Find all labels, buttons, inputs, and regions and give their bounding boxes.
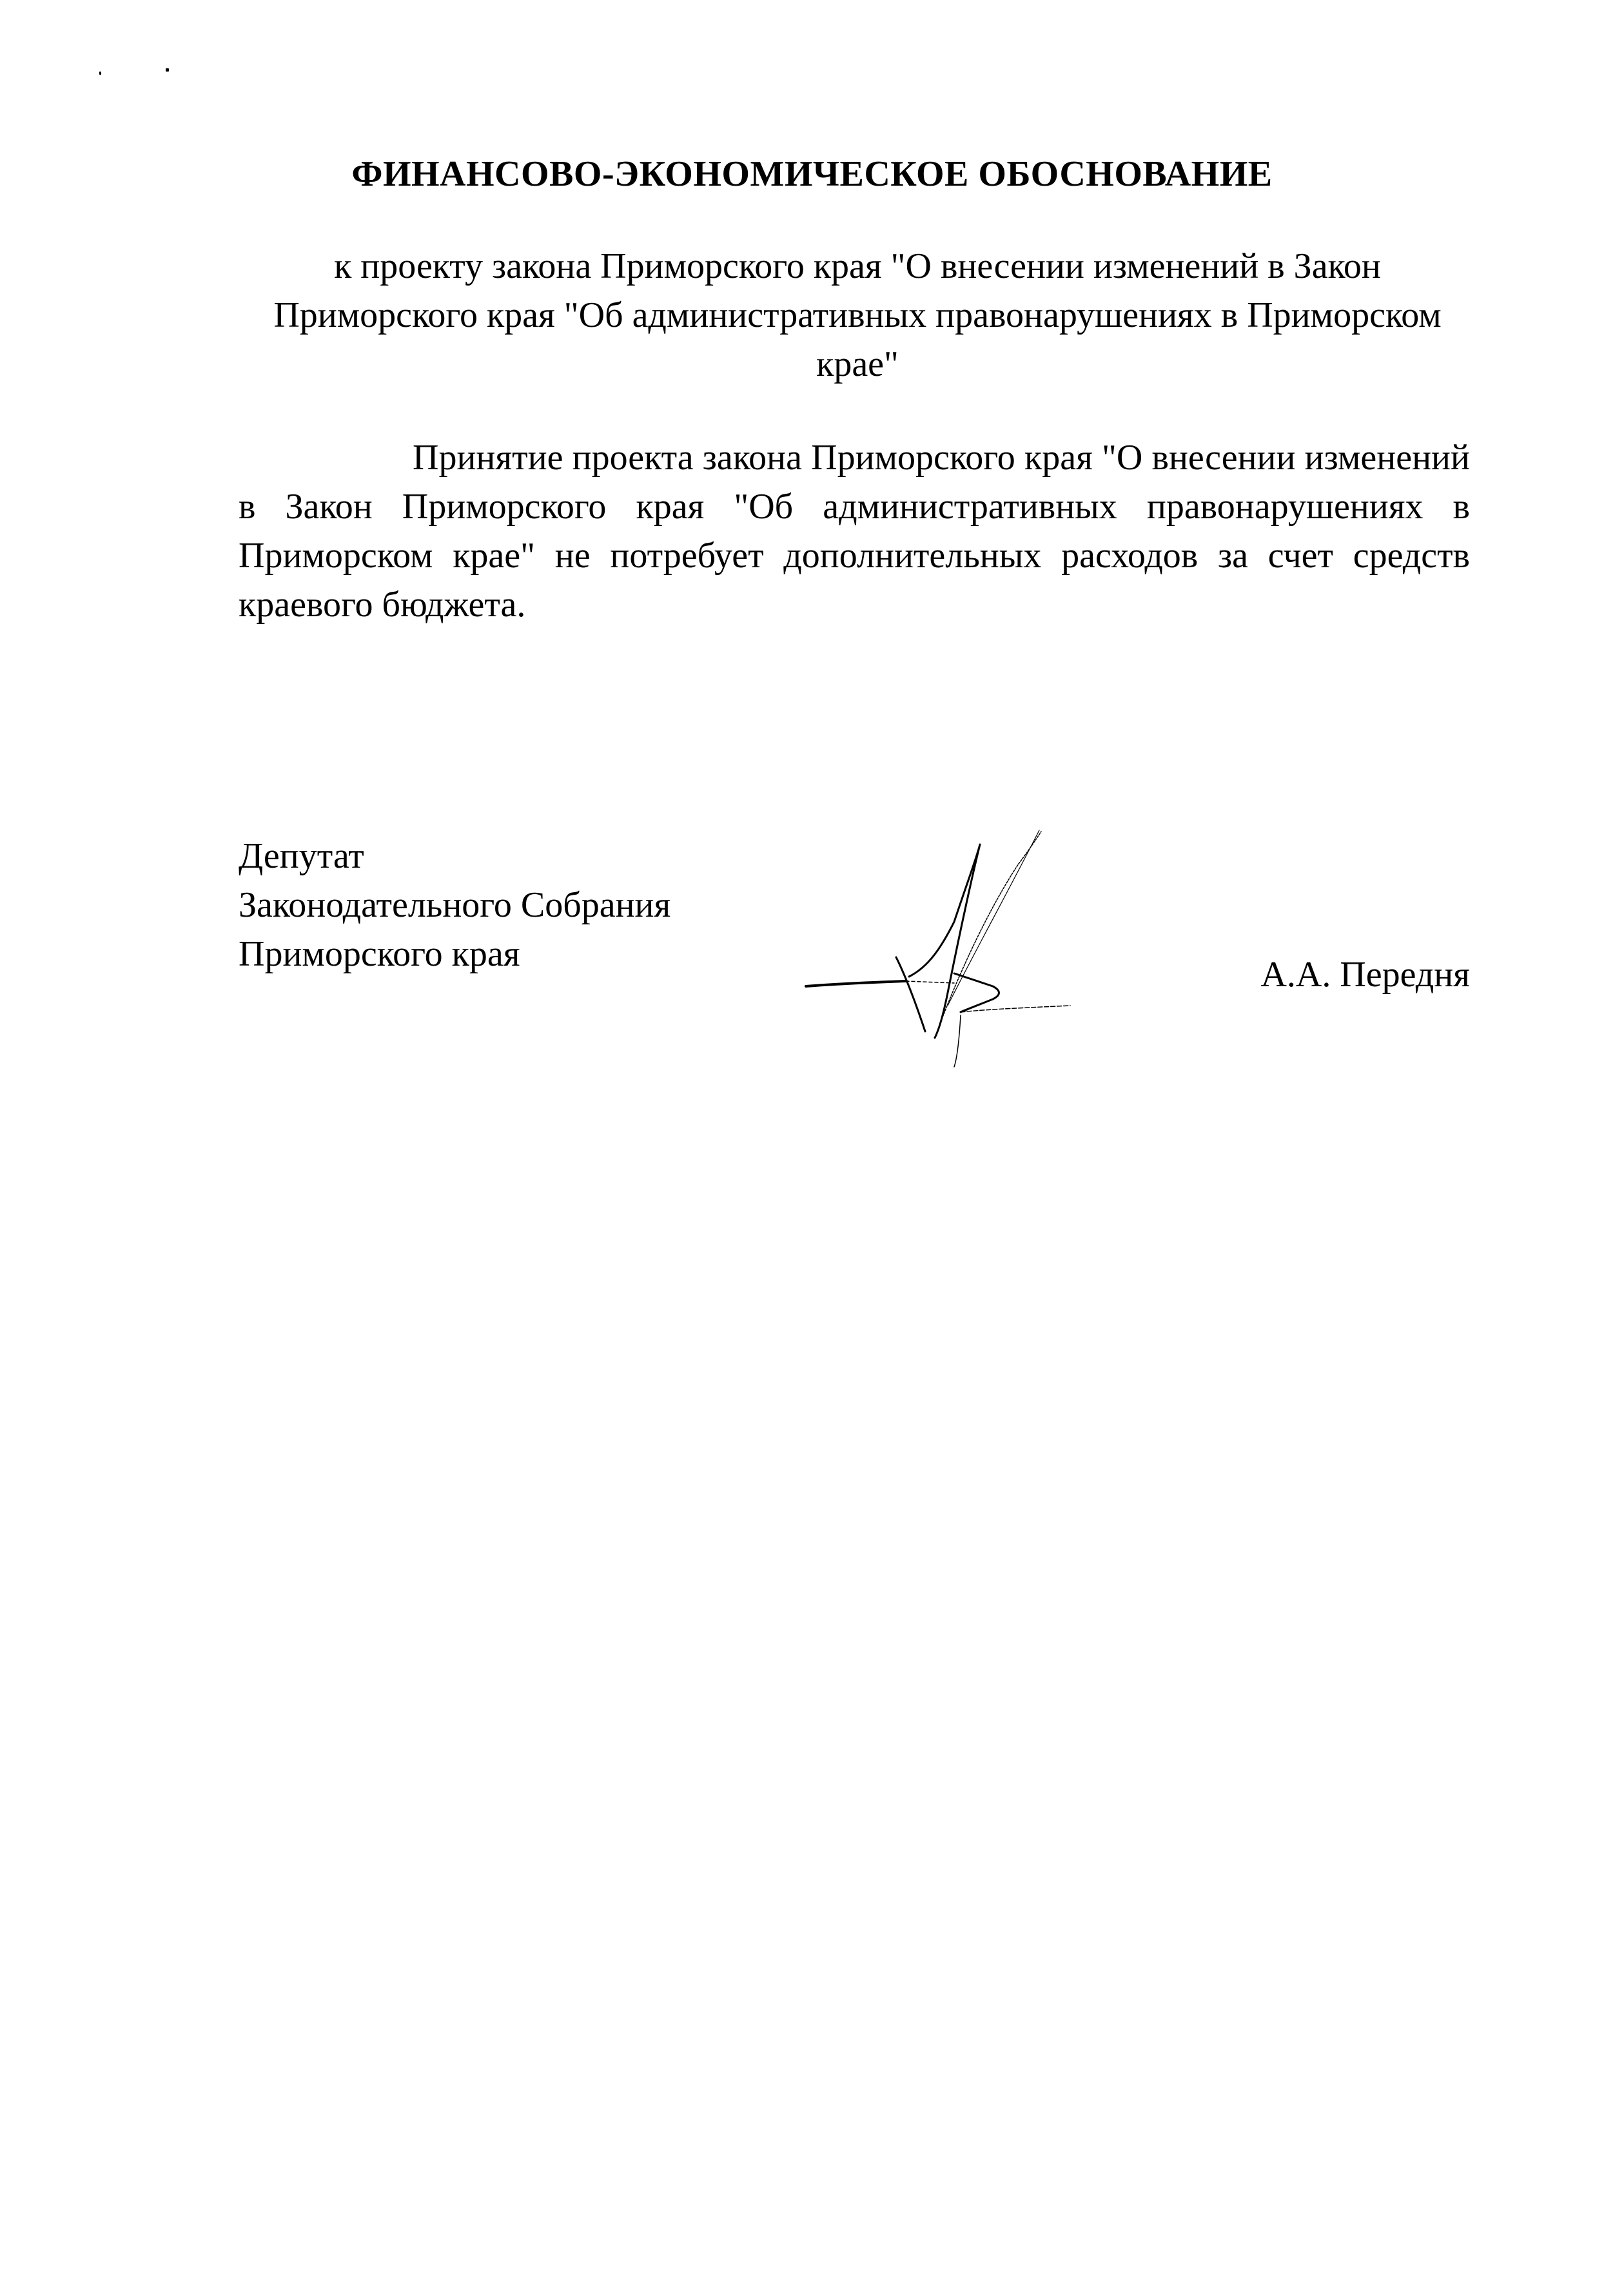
scan-speck [99, 72, 101, 75]
handwritten-signature-icon [799, 825, 1212, 1070]
document-subtitle: к проекту закона Приморского края "О внесении изменений в Закон Приморского края "Об административных правонарушениях в Приморском крае" [273, 246, 1442, 384]
position-line: Приморского края [239, 934, 520, 974]
position-line: Законодательного Собрания [239, 885, 671, 925]
document-title: ФИНАНСОВО-ЭКОНОМИЧЕСКОЕ ОБОСНОВАНИЕ [351, 154, 1273, 194]
scan-speck [166, 68, 169, 72]
position-line: Депутат [239, 836, 364, 876]
body-paragraph: Принятие проекта закона Приморского края "О внесении изменений в Закон Приморского края "Об административных правонарушениях в Приморском крае" не потребует дополнительных расходов за счет средств краевого бюджета. [239, 438, 1470, 625]
signatory-position [239, 832, 670, 979]
signatory-name: А.А. Передня [1260, 955, 1470, 995]
